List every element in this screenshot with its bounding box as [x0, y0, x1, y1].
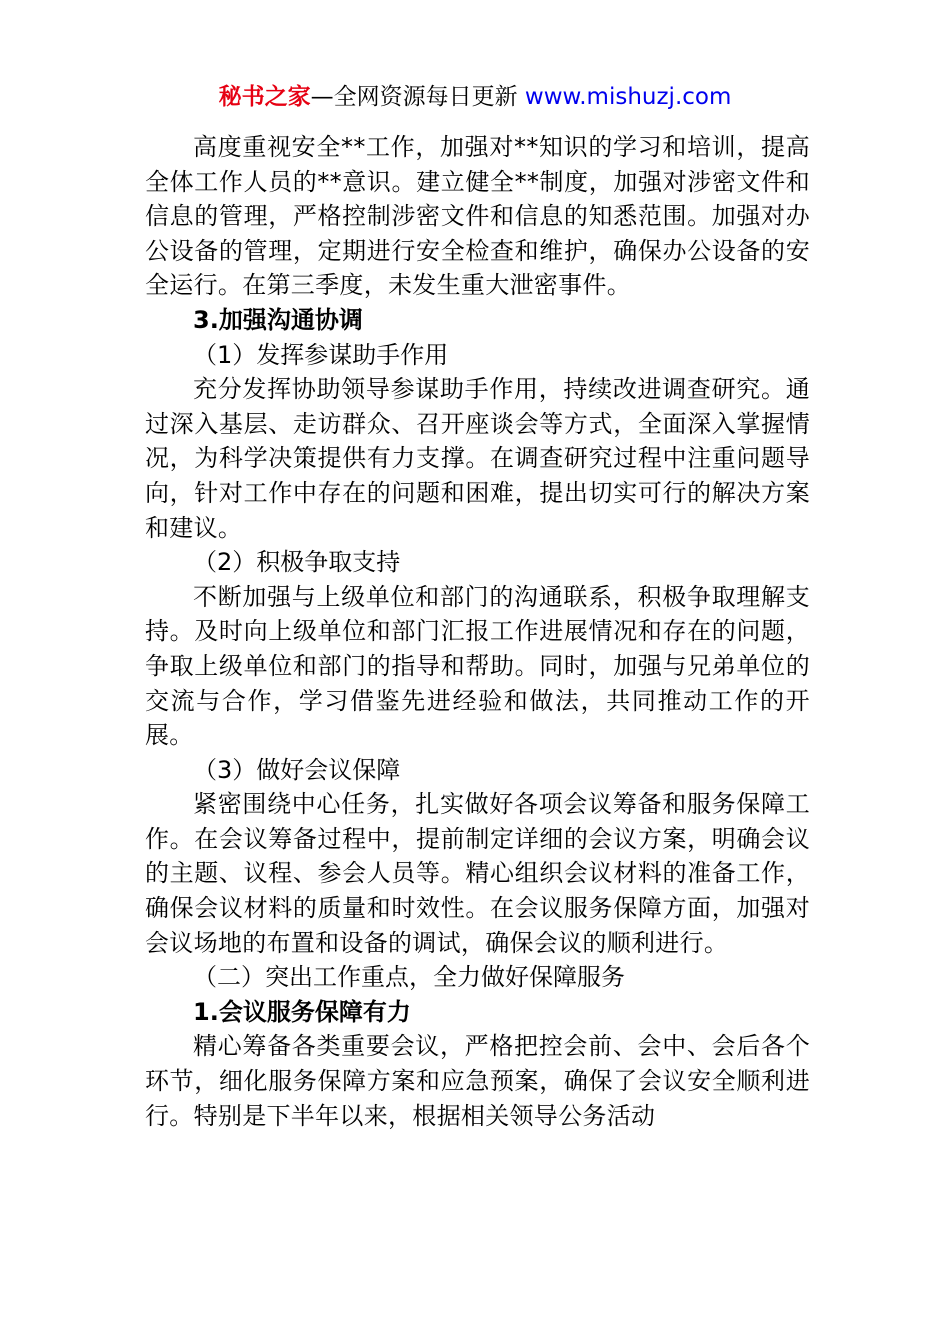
paragraph: 精心筹备各类重要会议，严格把控会前、会中、会后各个环节，细化服务保障方案和应急预案，确保了会议安全顺利进行。特别是下半年以来，根据相关领导公务活动 — [145, 1032, 810, 1130]
subsection-heading: （1）发挥参谋助手作用 — [193, 340, 449, 369]
subsection-heading: （二）突出工作重点，全力做好保障服务 — [193, 963, 625, 992]
section-heading: 3.加强沟通协调 — [193, 305, 363, 334]
paragraph: 紧密围绕中心任务，扎实做好各项会议筹备和服务保障工作。在会议筹备过程中，提前制定详细的会议方案，明确会议的主题、议程、参会人员等。精心组织会议材料的准备工作，确保会议材料的质量和时效性。在会议服务保障方面，加强对会议场地的布置和设备的调试，确保会议的顺利进行。 — [145, 790, 810, 957]
subsection-heading: （3）做好会议保障 — [193, 755, 401, 784]
document-body — [145, 130, 810, 1133]
site-brand: 秘书之家 — [218, 84, 311, 110]
subsection-heading: （2）积极争取支持 — [193, 548, 401, 577]
paragraph: 不断加强与上级单位和部门的沟通联系，积极争取理解支持。及时向上级单位和部门汇报工作进展情况和存在的问题，争取上级单位和部门的指导和帮助。同时，加强与兄弟单位的交流与合作，学习借鉴先进经验和做法，共同推动工作的开展。 — [145, 582, 810, 750]
site-tagline: —全网资源每日更新 — [310, 84, 525, 110]
paragraph: 高度重视安全**工作，加强对**知识的学习和培训，提高全体工作人员的**意识。建立健全**制度，加强对涉密文件和信息的管理，严格控制涉密文件和信息的知悉范围。加强对办公设备的管理，定期进行安全检查和维护，确保办公设备的安全运行。在第三季度，未发生重大泄密事件。 — [145, 133, 810, 300]
site-url-link[interactable]: www.mishuzj.com — [524, 84, 732, 110]
site-header — [0, 80, 950, 114]
paragraph: 充分发挥协助领导参谋助手作用，持续改进调查研究。通过深入基层、走访群众、召开座谈会等方式，全面深入掌握情况，为科学决策提供有力支撑。在调查研究过程中注重问题导向，针对工作中存在的问题和困难，提出切实可行的解决方案和建议。 — [145, 375, 810, 542]
section-heading: 1.会议服务保障有力 — [193, 997, 411, 1026]
